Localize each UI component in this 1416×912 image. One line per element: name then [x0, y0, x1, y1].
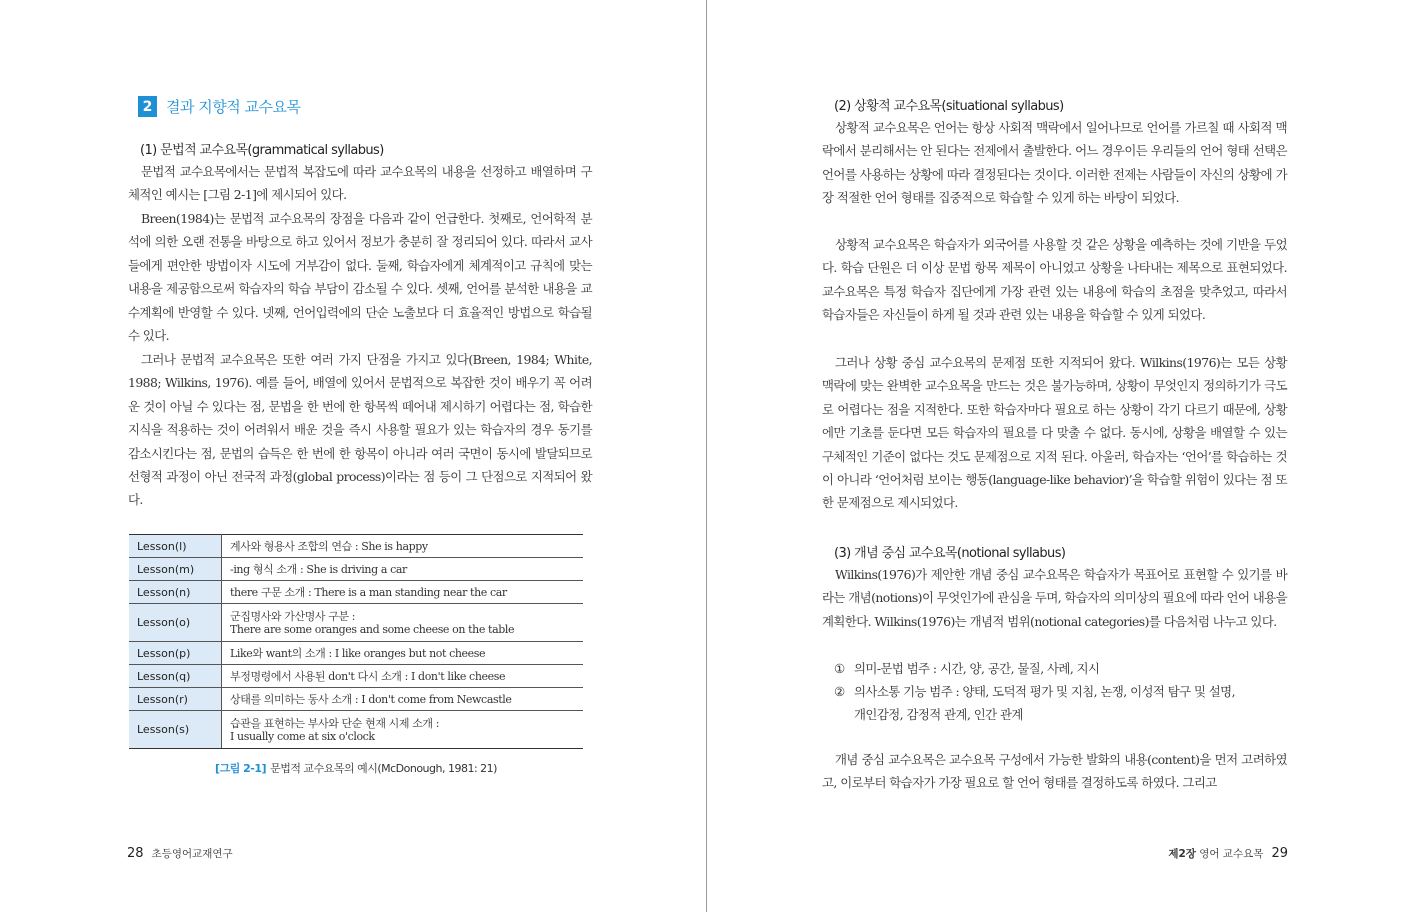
table-row [129, 688, 583, 711]
figure-caption-text: 문법적 교수요목의 예시(McDonough, 1981: 21) [270, 762, 497, 775]
page-number: 28 [127, 846, 144, 861]
lesson-label: Lesson(s) [129, 711, 222, 749]
left-footer [127, 846, 233, 861]
lesson-table [129, 534, 583, 749]
lesson-description [222, 711, 584, 749]
paragraph: 그러나 문법적 교수요목은 또한 여러 가지 단점을 가지고 있다(Breen, 1984; White, 1988; Wilkins, 1976). 예를 들어, 배열에 있어서 문법적으로 복잡한 것이 배우기 꼭 어려운 것이 아닐 수 있다는 점, 문법을 한 번에 한 항목씩 떼어내 제시하기 어렵다는 점, 학습한 지식을 적용하는 것이 어려워서 배운 것을 즉시 사용할 필요가 있는 학습자의 경우 동기를 감소시킨다는 점, 문법의 습득은 한 번에 한 항목이 아니라 여러 국면이 동시에 발달되므로 선형적 과정이 아닌 전국적 과정(global process)이라는 점 등이 그 단점으로 지적되어 왔다. [128, 352, 592, 508]
table-row [129, 604, 583, 642]
table-row [129, 581, 583, 604]
lesson-description: 부정명령에서 사용된 don't 다시 소개 : I don't like cheese [222, 665, 584, 688]
table-row [129, 665, 583, 688]
paragraph: 문법적 교수요목에서는 문법적 복잡도에 따라 교수요목의 내용을 선정하고 배열하며 구체적인 예시는 [그림 2-1]에 제시되어 있다. [128, 164, 592, 203]
table-row [129, 642, 583, 665]
subsection-title-situational: (2) 상황적 교수요목(situational syllabus) [834, 99, 1064, 114]
list-item-text: 의사소통 기능 범주 : 양태, 도덕적 평가 및 지침, 논쟁, 이성적 탐구 및 설명, [854, 684, 1235, 699]
list-item [834, 657, 1289, 680]
paragraph: Breen(1984)는 문법적 교수요목의 장점을 다음과 같이 언급한다. 첫째로, 언어학적 분석에 의한 오랜 전통을 바탕으로 하고 있어서 정보가 충분히 잘 정리되어 있다. 따라서 교사들에게 편안한 방법이자 시도에 거부감이 없다. 둘째, 학습자에게 체계적이고 규칙에 맞는 내용을 제공함으로써 학습자의 학습 부담이 감소될 수 있다. 셋째, 언어를 분석한 내용을 교수계획에 반영할 수 있다. 넷째, 언어입력에의 단순 노출보다 더 효율적인 방법으로 학습될 수 있다. [128, 211, 592, 344]
page-gutter-divider [706, 0, 707, 912]
section-number-badge: 2 [138, 96, 157, 117]
table-row [129, 558, 583, 581]
paragraph: 상황적 교수요목은 학습자가 외국어를 사용할 것 같은 상황을 예측하는 것에 기반을 두었다. 학습 단원은 더 이상 문법 항목 제목이 아니었고 상황을 나타내는 제목으로 표현되었다. 교수요목은 특정 학습자 집단에게 가장 관련 있는 내용에 학습의 초점을 맞추었고, 따라서 학습자들은 자신들이 하게 될 것과 관련 있는 내용을 학습할 수 있게 되었다. [822, 237, 1287, 323]
lesson-label: Lesson(n) [129, 581, 222, 604]
lesson-label: Lesson(l) [129, 535, 222, 558]
list-marker: ① [834, 661, 845, 676]
right-footer [1168, 846, 1288, 861]
list-item [834, 680, 1289, 727]
figure-caption [129, 760, 583, 776]
figure-label: [그림 2-1] [215, 762, 267, 775]
lesson-description: -ing 형식 소개 : She is driving a car [222, 558, 584, 581]
list-item-text: 의미-문법 범주 : 시간, 양, 공간, 물질, 사례, 지시 [854, 661, 1100, 676]
page-number: 29 [1271, 846, 1288, 861]
lesson-label: Lesson(q) [129, 665, 222, 688]
lesson-description-line: There are some oranges and some cheese on the table [230, 622, 515, 636]
lesson-description: there 구문 소개 : There is a man standing near the car [222, 581, 584, 604]
paragraph: 그러나 상황 중심 교수요목의 문제점 또한 지적되어 왔다. Wilkins(1976)는 모든 상황 맥락에 맞는 완벽한 교수요목을 만드는 것은 불가능하며, 상황이 무엇인지 정의하기가 극도로 어렵다는 점을 지적한다. 또한 학습자마다 필요로 하는 상황이 각기 다르기 때문에, 상황에만 기초를 둔다면 모든 학습자의 필요를 다 맞출 수 없다. 동시에, 상황을 배열할 수 있는 구체적인 기준이 없다는 것도 문제점으로 지적 된다. 아울러, 학습자는 ‘언어’를 학습하는 것이 아니라 ‘언어처럼 보이는 행동(language-like behavior)’을 학습할 위험이 있다는 점 또한 문제점으로 제시되었다. [822, 355, 1287, 511]
subsection-title-grammatical: (1) 문법적 교수요목(grammatical syllabus) [140, 143, 384, 158]
chapter-title: 영어 교수요목 [1199, 848, 1264, 860]
lesson-label: Lesson(o) [129, 604, 222, 642]
lesson-label: Lesson(r) [129, 688, 222, 711]
list-marker: ② [834, 684, 845, 699]
lesson-description-line: 습관을 표현하는 부사와 단순 현재 시제 소개 : [230, 716, 440, 730]
lesson-description: 계사와 형용사 조합의 연습 : She is happy [222, 535, 584, 558]
table-row [129, 711, 583, 749]
list-item-text-continued: 개인감정, 감정적 관계, 인간 관계 [854, 707, 1023, 723]
section-heading [138, 96, 300, 117]
lesson-description-line: 군집명사와 가산명사 구분 : [230, 609, 356, 623]
chapter-label: 제2장 [1168, 848, 1196, 860]
paragraph: 상황적 교수요목은 언어는 항상 사회적 맥락에서 일어나므로 언어를 가르칠 때 사회적 맥락에서 분리해서는 안 된다는 전제에서 출발한다. 어느 경우이든 우리들의 언어 형태 선택은 언어를 사용하는 상황에 따라 결정된다는 것이다. 이러한 전제는 사람들이 자신의 상황에 가장 적절한 언어 형태를 집중적으로 학습할 수 있게 하는 바탕이 되었다. [822, 120, 1287, 206]
section-title: 결과 지향적 교수요목 [166, 98, 301, 116]
lesson-description: Like와 want의 소개 : I like oranges but not cheese [222, 642, 584, 665]
paragraph: Wilkins(1976)가 제안한 개념 중심 교수요목은 학습자가 목표어로 표현할 수 있기를 바라는 개념(notions)이 무엇인가에 관심을 두며, 학습자의 의미상의 필요에 따라 언어 내용을 계획한다. Wilkins(1976)는 개념적 범위(notional categories)를 다음처럼 나누고 있다. [822, 567, 1288, 629]
book-title: 초등영어교재연구 [151, 848, 233, 860]
subsection-title-notional: (3) 개념 중심 교수요목(notional syllabus) [834, 546, 1066, 561]
lesson-description: 상태를 의미하는 동사 소개 : I don't come from Newcastle [222, 688, 584, 711]
table-row [129, 535, 583, 558]
lesson-label: Lesson(m) [129, 558, 222, 581]
lesson-description [222, 604, 584, 642]
lesson-description-line: I usually come at six o'clock [230, 729, 375, 743]
paragraph: 개념 중심 교수요목은 교수요목 구성에서 가능한 발화의 내용(content)을 먼저 고려하였고, 이로부터 학습자가 가장 필요로 할 언어 형태를 결정하도록 하였다. 그리고 [822, 752, 1287, 791]
lesson-label: Lesson(p) [129, 642, 222, 665]
